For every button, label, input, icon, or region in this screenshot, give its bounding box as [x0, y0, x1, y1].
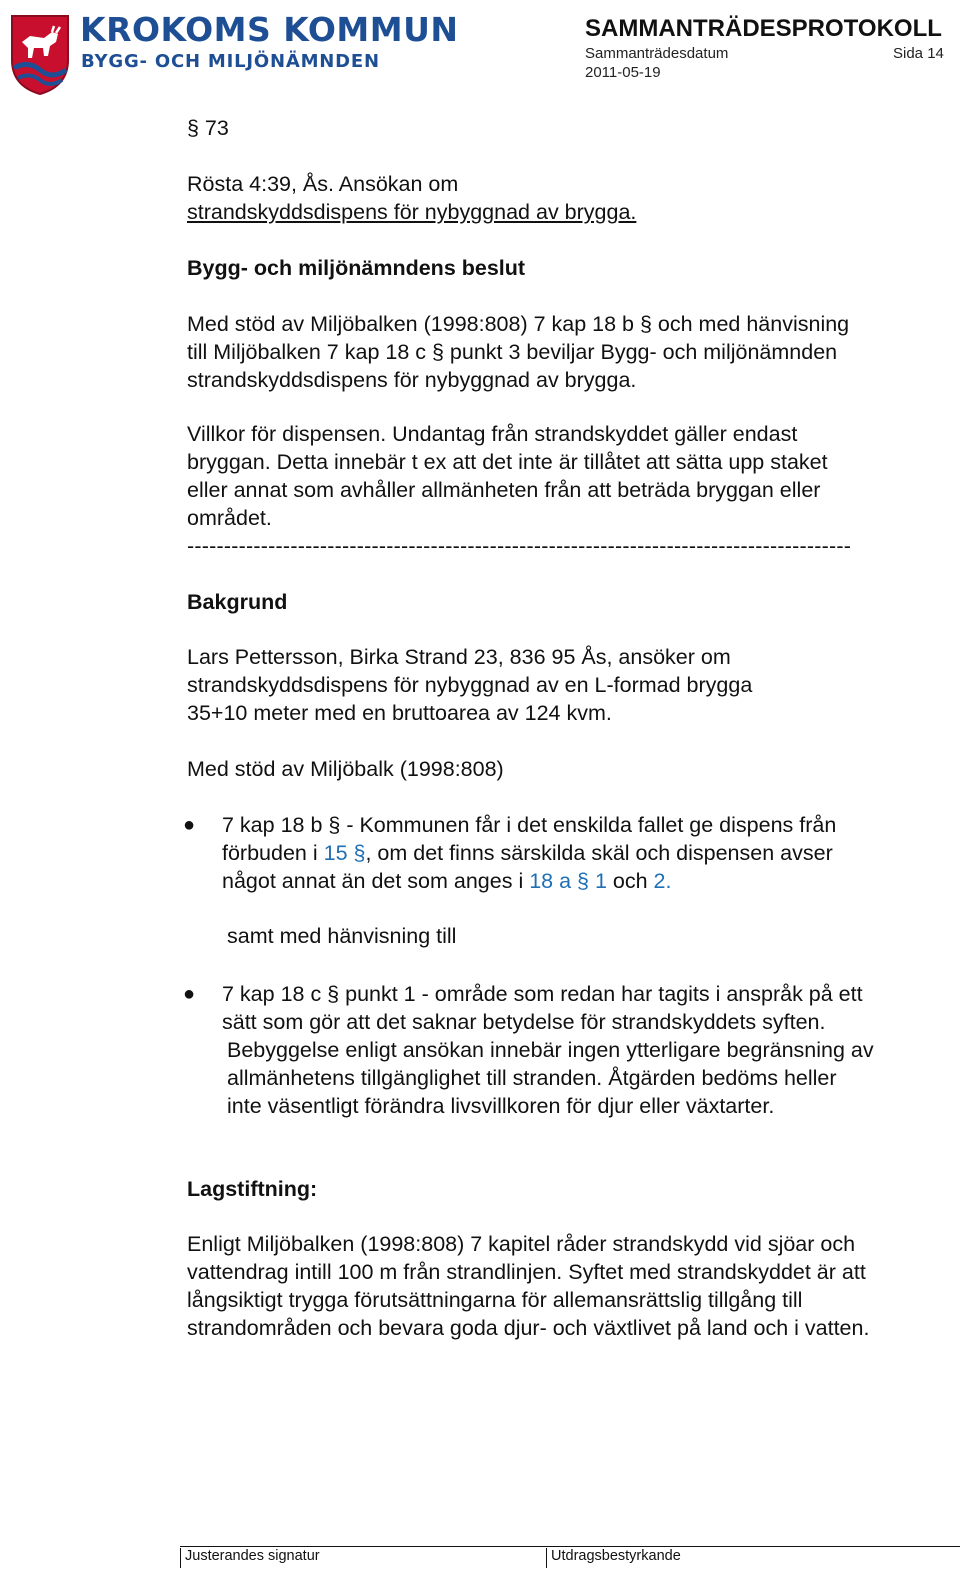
law-reference-link-2[interactable]: 2. — [653, 869, 672, 893]
conditions-line-1: Villkor för dispensen. Undantag från strandskyddet gäller endast — [187, 422, 798, 446]
background-line-2: strandskyddsdispens för nybyggnad av en L-formad brygga — [187, 673, 753, 697]
bullet-2-line-5: inte väsentligt förändra livsvillkoren för djur eller växtarter. — [227, 1094, 775, 1118]
meeting-date-label: Sammanträdesdatum — [585, 45, 729, 62]
law-reference-link-18a[interactable]: 18 a § 1 — [529, 869, 607, 893]
background-line-3: 35+10 meter med en bruttoarea av 124 kvm. — [187, 701, 612, 725]
background-line-1: Lars Pettersson, Birka Strand 23, 836 95 Ås, ansöker om — [187, 645, 731, 669]
case-title-line-1: Rösta 4:39, Ås. Ansökan om — [187, 172, 459, 196]
paragraph-number: § 73 — [187, 116, 229, 140]
legislation-heading: Lagstiftning: — [187, 1177, 318, 1201]
bullet-2-line-1: 7 kap 18 c § punkt 1 - område som redan har tagits i anspråk på ett — [222, 982, 863, 1006]
bullet-2-line-4: allmänhetens tillgänglighet till stranden. Åtgärden bedöms heller — [227, 1066, 837, 1090]
decision-text-line-2: till Miljöbalken 7 kap 18 c § punkt 3 beviljar Bygg- och miljönämnden — [187, 340, 838, 364]
bullet-1-line-2: förbuden i 15 §, om det finns särskilda skäl och dispensen avser — [222, 841, 833, 865]
case-title-line-2: strandskyddsdispens för nybyggnad av brygga. — [187, 200, 637, 224]
signature-field[interactable] — [180, 1548, 541, 1568]
bullet-dot: ● — [183, 983, 196, 1005]
section-separator: ------------------------------------------------------------------------------------------ — [187, 534, 852, 558]
legislation-line-2: vattendrag intill 100 m från strandlinjen. Syftet med strandskyddet är att — [187, 1260, 866, 1284]
page-number: Sida 14 — [893, 45, 944, 62]
decision-text-line-3: strandskyddsdispens för nybyggnad av brygga. — [187, 368, 637, 392]
bullet-1-line-1: 7 kap 18 b § - Kommunen får i det enskilda fallet ge dispens från — [222, 813, 837, 837]
bullet-1-line-3: något annat än det som anges i 18 a § 1 och 2. — [222, 869, 672, 893]
protocol-title: SAMMANTRÄDESPROTOKOLL — [585, 15, 942, 42]
conditions-line-3: eller annat som avhåller allmänheten från att beträda bryggan eller — [187, 478, 821, 502]
conditions-line-2: bryggan. Detta innebär t ex att det inte är tillåtet att sätta upp staket — [187, 450, 828, 474]
legislation-line-3: långsiktigt trygga förutsättningarna för allemansrättslig tillgång till — [187, 1288, 803, 1312]
extract-certification-field[interactable] — [546, 1548, 960, 1568]
bullet-2-line-3: Bebyggelse enligt ansökan innebär ingen ytterligare begränsning av — [227, 1038, 874, 1062]
background-heading: Bakgrund — [187, 590, 288, 614]
conditions-line-4: området. — [187, 506, 272, 530]
signature-label: Justerandes signatur — [185, 1548, 320, 1564]
law-reference-link-15[interactable]: 15 § — [323, 841, 366, 865]
committee-name: BYGG- OCH MILJÖNÄMNDEN — [81, 51, 380, 72]
law-intro: Med stöd av Miljöbalk (1998:808) — [187, 757, 504, 781]
decision-text-line-1: Med stöd av Miljöbalken (1998:808) 7 kap 18 b § och med hänvisning — [187, 312, 850, 336]
meeting-date: 2011-05-19 — [585, 64, 661, 81]
legislation-line-4: strandområden och bevara goda djur- och växtlivet på land och i vatten. — [187, 1316, 870, 1340]
municipality-name: KROKOMS KOMMUN — [80, 10, 459, 49]
legislation-line-1: Enligt Miljöbalken (1998:808) 7 kapitel råder strandskydd vid sjöar och — [187, 1232, 856, 1256]
bullet-2-line-2: sätt som gör att det saknar betydelse för strandskyddets syften. — [222, 1010, 826, 1034]
municipality-crest-logo — [8, 12, 72, 96]
decision-heading: Bygg- och miljönämndens beslut — [187, 256, 526, 280]
reference-text: samt med hänvisning till — [227, 924, 457, 948]
extract-label: Utdragsbestyrkande — [551, 1548, 681, 1564]
bullet-dot: ● — [183, 814, 196, 836]
